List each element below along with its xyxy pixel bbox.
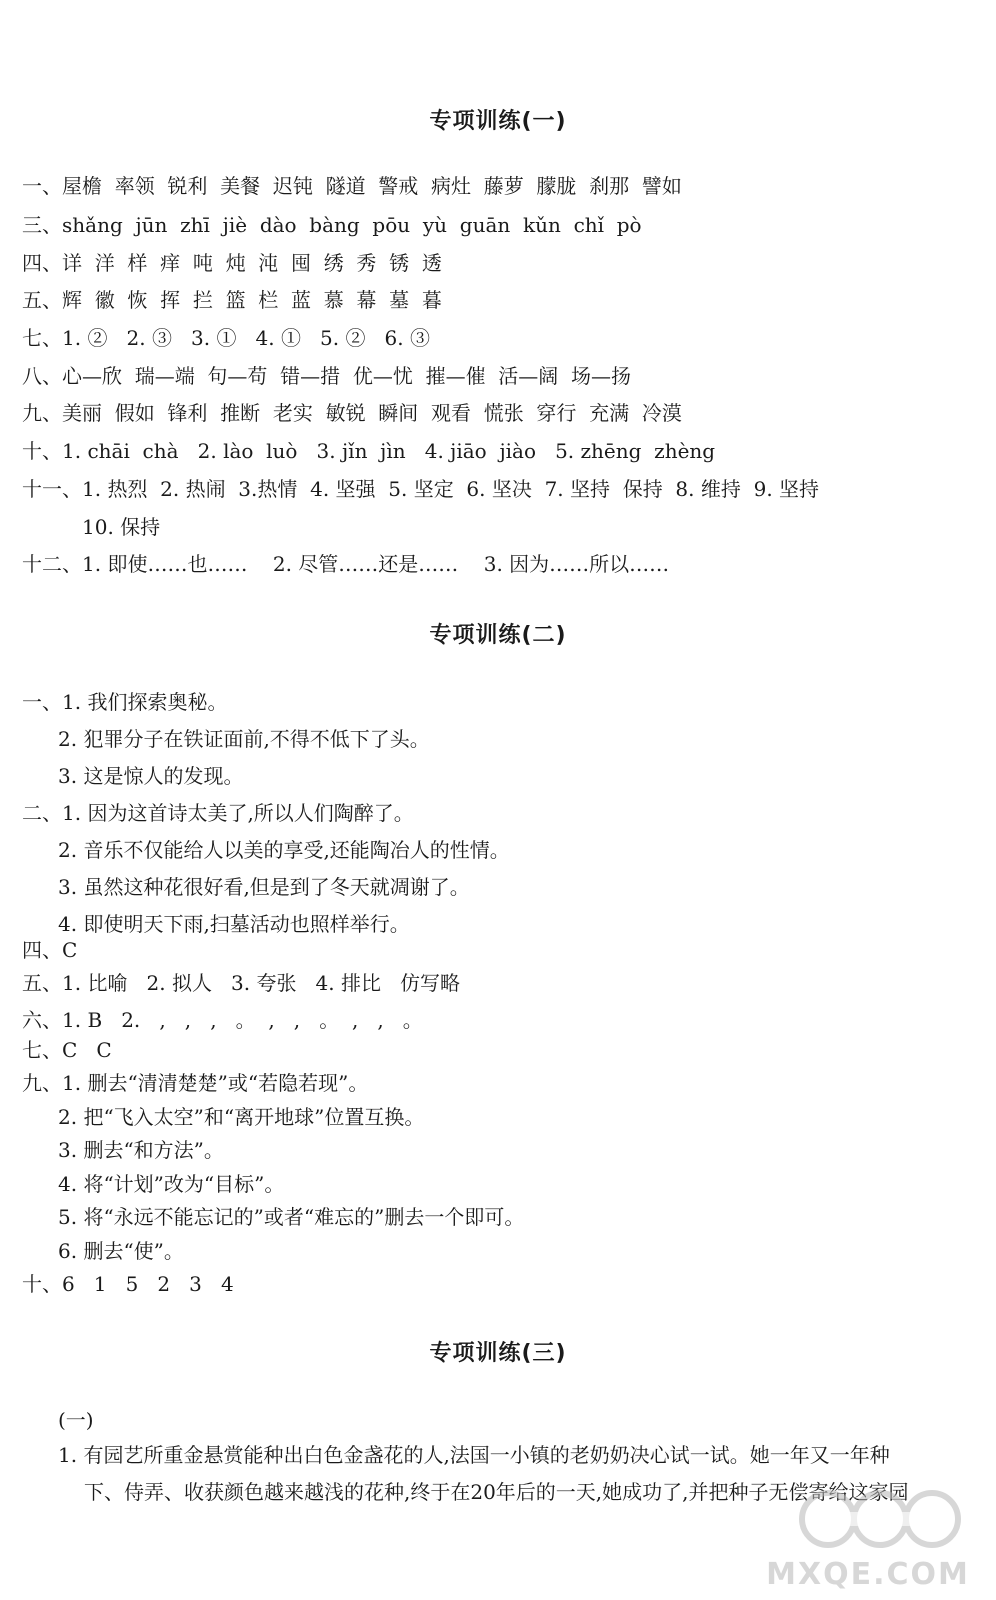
section-title-1: 专项训练(一) — [429, 109, 567, 134]
watermark — [748, 1484, 988, 1594]
s1-line-8: 八、心—欣 瑞—端 句—苟 错—措 优—忧 摧—催 活—阔 场—扬 — [22, 364, 632, 388]
s2-line-10: 十、6 1 5 2 3 4 — [22, 1272, 234, 1296]
s2-line-1-3: 3. 这是惊人的发现。 — [58, 764, 244, 788]
s1-line-11: 十一、1. 热烈 2. 热闹 3.热情 4. 坚强 5. 坚定 6. 坚决 7. 坚持 保持 8. 维持 9. 坚持 — [22, 477, 820, 501]
s2-line-5: 五、1. 比喻 2. 拟人 3. 夸张 4. 排比 仿写略 — [22, 971, 461, 995]
s1-line-7: 七、1. ② 2. ③ 3. ① 4. ① 5. ② 6. ③ — [22, 326, 430, 350]
s2-line-9-4: 4. 将“计划”改为“目标”。 — [58, 1172, 285, 1196]
s2-line-2-1: 二、1. 因为这首诗太美了,所以人们陶醉了。 — [22, 801, 414, 825]
watermark-logo-icon — [748, 1484, 988, 1554]
s2-line-1-2: 2. 犯罪分子在铁证面前,不得不低下了头。 — [58, 727, 430, 751]
s2-line-2-2: 2. 音乐不仅能给人以美的享受,还能陶冶人的性情。 — [58, 838, 510, 862]
s3-line-1: 1. 有园艺所重金悬赏能种出白色金盏花的人,法国一小镇的老奶奶决心试一试。她一年又一年种 — [58, 1443, 890, 1467]
s1-line-5: 五、辉 徽 恢 挥 拦 篮 栏 蓝 慕 幕 墓 暮 — [22, 288, 442, 312]
s2-line-4: 四、C — [22, 938, 78, 962]
s2-line-9-3: 3. 删去“和方法”。 — [58, 1138, 224, 1162]
s2-line-2-4: 4. 即使明天下雨,扫墓活动也照样举行。 — [58, 912, 410, 936]
s1-line-4: 四、详 洋 样 痒 吨 炖 沌 囤 绣 秀 锈 透 — [22, 251, 442, 275]
s2-line-9-6: 6. 删去“使”。 — [58, 1239, 184, 1263]
s2-line-1-1: 一、1. 我们探索奥秘。 — [22, 690, 228, 714]
section-title-3: 专项训练(三) — [429, 1341, 567, 1366]
section-title-2: 专项训练(二) — [429, 623, 567, 648]
s1-line-11-cont: 10. 保持 — [82, 515, 161, 539]
s1-line-12: 十二、1. 即使……也…… 2. 尽管……还是…… 3. 因为……所以…… — [22, 552, 670, 576]
s1-line-3: 三、shǎng jūn zhī jiè dào bàng pōu yù guān kǔn chǐ pò — [22, 213, 642, 237]
s1-line-9: 九、美丽 假如 锋利 推断 老实 敏锐 瞬间 观看 慌张 穿行 充满 冷漠 — [22, 401, 682, 425]
s2-line-6: 六、1. B 2. , , , 。 , , 。 , , 。 — [22, 1008, 423, 1032]
s2-line-2-3: 3. 虽然这种花很好看,但是到了冬天就凋谢了。 — [58, 875, 470, 899]
s2-line-9-2: 2. 把“飞入太空”和“离开地球”位置互换。 — [58, 1105, 425, 1129]
s1-line-1: 一、屋檐 率领 锐利 美餐 迟钝 隧道 警戒 病灶 藤萝 朦胧 刹那 譬如 — [22, 174, 682, 198]
s1-line-10: 十、1. chāi chà 2. lào luò 3. jǐn jìn 4. jiāo jiào 5. zhēng zhèng — [22, 439, 716, 463]
watermark-text: MXQE.COM — [766, 1557, 970, 1592]
s2-line-9-5: 5. 将“永远不能忘记的”或者“难忘的”删去一个即可。 — [58, 1205, 525, 1229]
s3-line-2: 下、侍弄、收获颜色越来越浅的花种,终于在20年后的一天,她成功了,并把种子无偿寄给这家园 — [84, 1480, 909, 1504]
s2-line-9-1: 九、1. 删去“清清楚楚”或“若隐若现”。 — [22, 1071, 369, 1095]
s2-line-7: 七、C C — [22, 1038, 112, 1062]
s3-subheading: (一) — [58, 1408, 94, 1432]
